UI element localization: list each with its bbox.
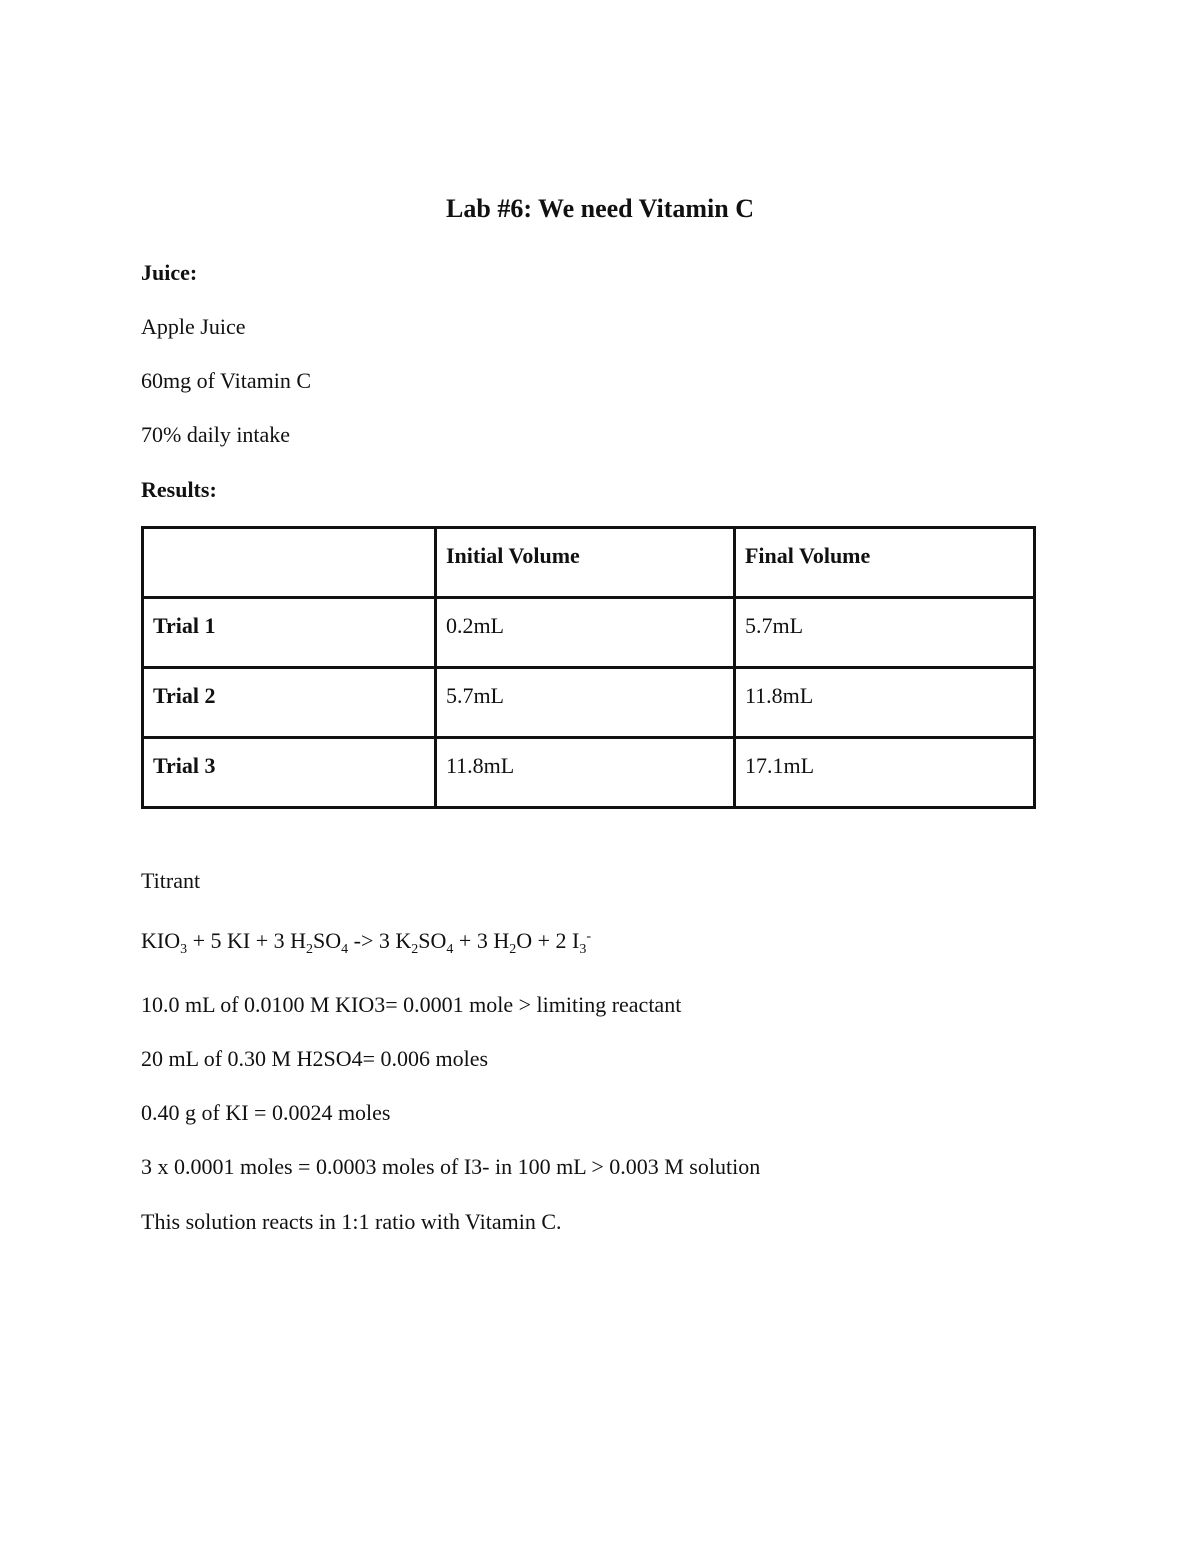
table-header-row	[143, 528, 1035, 598]
initial-volume-cell: 5.7mL	[435, 668, 734, 738]
juice-heading: Juice:	[141, 260, 198, 285]
final-volume-cell: 11.8mL	[734, 668, 1034, 738]
i3-calculation: 3 x 0.0001 moles = 0.0003 moles of I3- in 100 mL > 0.003 M solution	[141, 1154, 761, 1179]
vitamin-amount: 60mg of Vitamin C	[141, 368, 311, 393]
ki-calculation: 0.40 g of KI = 0.0024 moles	[141, 1100, 391, 1125]
results-table	[141, 526, 1036, 809]
trial-label: Trial 2	[143, 668, 436, 738]
reaction-equation: $KIO_3 + 5$ KI + 3 $H_2SO_4 -> 3$ $K_2SO_4 + 3$ $H_2O + 2$ $I_3^-$	[141, 928, 591, 957]
titrant-heading: Titrant	[141, 868, 201, 893]
h2so4-calculation: 20 mL of 0.30 M H2SO4= 0.006 moles	[141, 1046, 489, 1071]
page-title: Lab #6: We need Vitamin C	[446, 194, 754, 223]
table-row	[143, 668, 1035, 738]
initial-volume-cell: 11.8mL	[435, 738, 734, 808]
final-volume-cell: 5.7mL	[734, 598, 1034, 668]
table-row	[143, 598, 1035, 668]
results-heading: Results:	[141, 477, 217, 502]
table-header-cell: Initial Volume	[435, 528, 734, 598]
table-row	[143, 738, 1035, 808]
trial-label: Trial 3	[143, 738, 436, 808]
juice-name: Apple Juice	[141, 314, 246, 339]
trial-label: Trial 1	[143, 598, 436, 668]
kio3-calculation: 10.0 mL of 0.0100 M KIO3= 0.0001 mole > limiting reactant	[141, 992, 682, 1017]
table-header-cell	[143, 528, 436, 598]
final-volume-cell: 17.1mL	[734, 738, 1034, 808]
initial-volume-cell: 0.2mL	[435, 598, 734, 668]
reaction-ratio-note: This solution reacts in 1:1 ratio with Vitamin C.	[141, 1209, 562, 1234]
daily-intake: 70% daily intake	[141, 422, 291, 447]
table-header-cell: Final Volume	[734, 528, 1034, 598]
